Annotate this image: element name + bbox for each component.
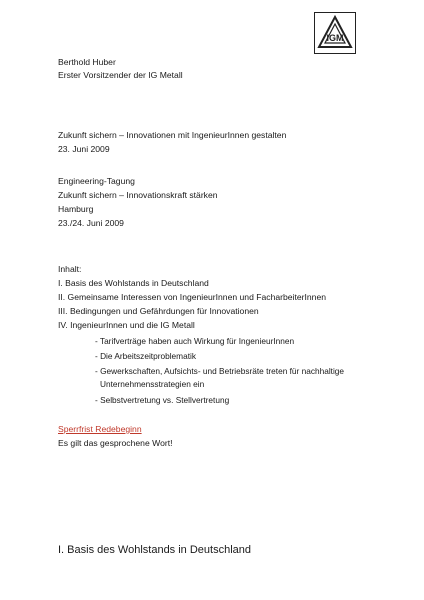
event-dates: 23./24. Juni 2009 xyxy=(58,218,124,228)
author-role: Erster Vorsitzender der IG Metall xyxy=(58,70,183,80)
ig-metall-logo xyxy=(314,12,356,54)
contents-item: III. Bedingungen und Gefährdungen für Innovationen xyxy=(58,306,259,316)
embargo-label: Sperrfrist Redebeginn xyxy=(58,424,142,434)
speech-title: Zukunft sichern – Innovationen mit IngenieurInnen gestalten xyxy=(58,130,287,140)
author-name: Berthold Huber xyxy=(58,57,116,67)
contents-subitem: - Die Arbeitszeitproblematik xyxy=(95,351,196,361)
contents-item: IV. IngenieurInnen und die IG Metall xyxy=(58,320,195,330)
contents-subitem: - Gewerkschaften, Aufsichts- und Betriebsräte treten für nachhaltige xyxy=(95,366,345,376)
speech-date: 23. Juni 2009 xyxy=(58,144,110,154)
contents-subitem-continuation: Unternehmensstrategien ein xyxy=(100,379,205,389)
contents-subitem: - Selbstvertretung vs. Stellvertretung xyxy=(95,395,230,405)
event-name: Engineering-Tagung xyxy=(58,176,135,186)
section-heading: I. Basis des Wohlstands in Deutschland xyxy=(58,544,252,556)
event-subtitle: Zukunft sichern – Innovationskraft stärken xyxy=(58,190,218,200)
contents-subitem: - Tarifverträge haben auch Wirkung für IngenieurInnen xyxy=(95,336,295,346)
logo-icon xyxy=(315,13,355,53)
logo-letters: IGM xyxy=(326,33,344,43)
event-place: Hamburg xyxy=(58,204,94,214)
contents-item: II. Gemeinsame Interessen von IngenieurInnen und FacharbeiterInnen xyxy=(58,292,327,302)
contents-item: I. Basis des Wohlstands in Deutschland xyxy=(58,278,209,288)
embargo-note: Es gilt das gesprochene Wort! xyxy=(58,438,173,448)
contents-label: Inhalt: xyxy=(58,264,82,274)
